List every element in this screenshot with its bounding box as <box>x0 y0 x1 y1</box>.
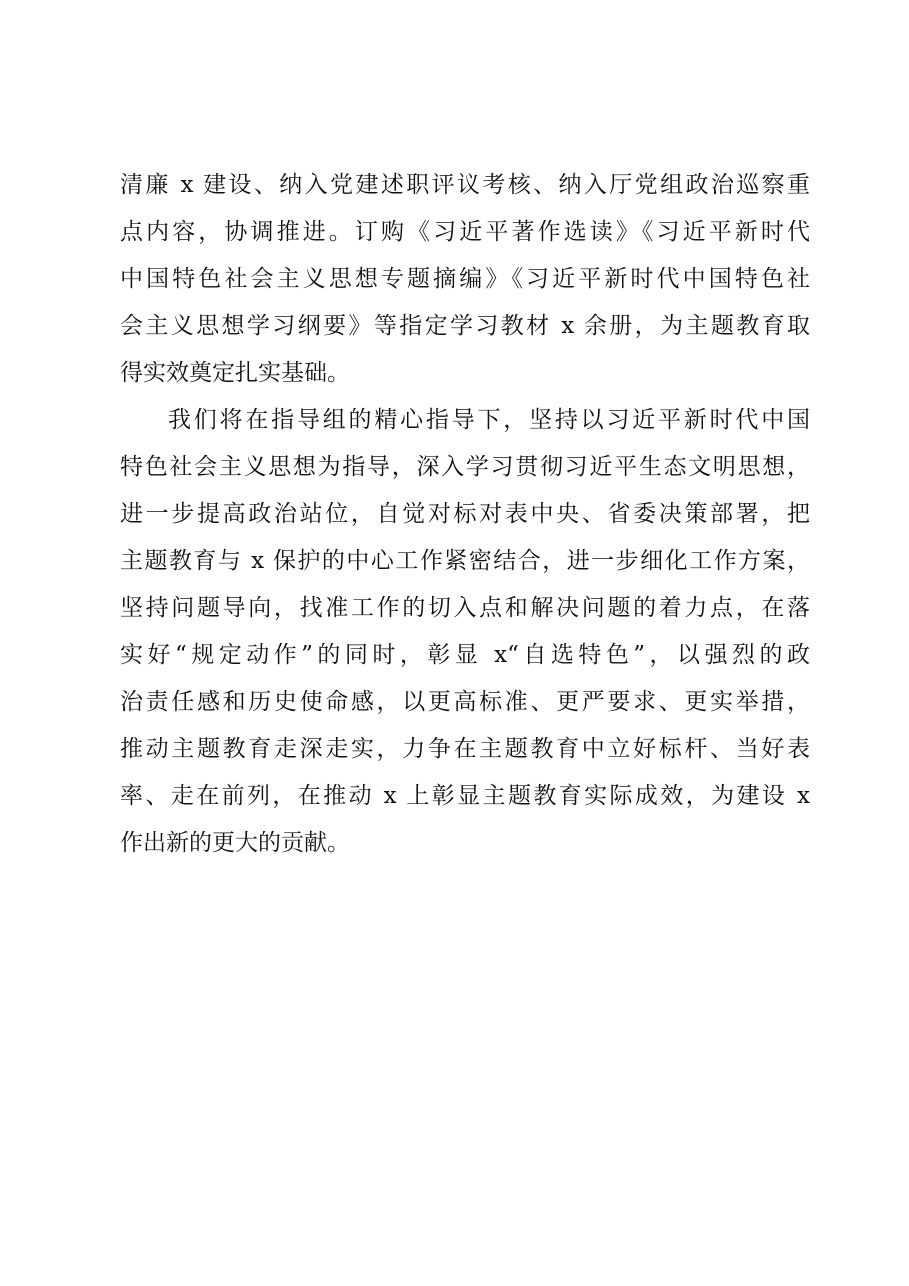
paragraph-line: 主题教育与 x 保护的中心工作紧密结合，进一步细化工作方案， <box>120 548 810 574</box>
paragraph-line: 特色社会主义思想为指导，深入学习贯彻习近平生态文明思想， <box>120 454 810 480</box>
paragraph-1 <box>120 162 810 397</box>
paragraph-line: 中国特色社会主义思想专题摘编》《习近平新时代中国特色社 <box>120 266 810 292</box>
paragraph-line: 得实效奠定扎实基础。 <box>120 360 350 386</box>
paragraph-line: 坚持问题导向，找准工作的切入点和解决问题的着力点，在落 <box>120 595 810 621</box>
paragraph-line: 会主义思想学习纲要》等指定学习教材 x 余册，为主题教育取 <box>120 313 810 339</box>
paragraph-2 <box>120 397 810 867</box>
paragraph-line: 我们将在指导组的精心指导下，坚持以习近平新时代中国 <box>168 407 810 433</box>
paragraph-line: 率、走在前列，在推动 x 上彰显主题教育实际成效，为建设 x <box>120 783 810 809</box>
paragraph-line: 进一步提高政治站位，自觉对标对表中央、省委决策部署，把 <box>120 501 810 527</box>
document-body <box>120 162 810 867</box>
paragraph-line: 作出新的更大的贡献。 <box>120 830 350 856</box>
paragraph-line: 治责任感和历史使命感，以更高标准、更严要求、更实举措， <box>120 689 810 715</box>
paragraph-line: 清廉 x 建设、纳入党建述职评议考核、纳入厅党组政治巡察重 <box>120 172 810 198</box>
paragraph-line: 点内容，协调推进。订购《习近平著作选读》《习近平新时代 <box>120 219 810 245</box>
paragraph-line: 实好“规定动作”的同时，彰显 x“自选特色”，以强烈的政 <box>120 642 810 668</box>
paragraph-line: 推动主题教育走深走实，力争在主题教育中立好标杆、当好表 <box>120 736 810 762</box>
